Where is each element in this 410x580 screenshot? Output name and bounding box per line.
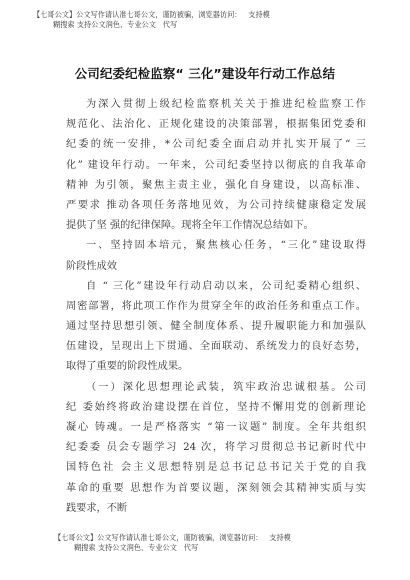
body-line: 自 “ 三化”建设年行动启动以来，公司纪委精心组织、	[86, 280, 366, 292]
body-line: 规范化、法治化、正规化建设的决策部署，根据集团党委和	[66, 119, 366, 131]
page-header-notice	[33, 10, 378, 30]
body-line: 通过坚持思想引领、健全制度体系、提升履职能力和加强队	[66, 321, 366, 333]
body-line: 化” 建设年行动。一年来，公司纪委坚持以彻底的自我革命	[66, 159, 366, 171]
footer-line-2: 糊搜索 支持公文润色、专业公文 代写	[74, 543, 199, 552]
body-line: 周密部署，将此项工作作为贯穿全年的政治任务和重点工作。	[66, 300, 366, 312]
header-line-1: 【七哥公文】公文写作请认准七哥公文，谨防被骗，浏览器访问： 支持模	[33, 10, 270, 19]
body-line: 精神 为引领，聚焦主责主业，强化自身建设，以高标准、	[66, 179, 366, 191]
body-line: 为深入贯彻上级纪检监察机关关于推进纪检监察工作	[86, 99, 366, 110]
subsection-heading-line: （一）深化思想理论武装，筑牢政治忠诚根基。公司	[86, 381, 366, 393]
body-line: 革命的重要 思想作为首要议题，深刻领会其精神实质与实	[66, 482, 366, 494]
body-line: 凝心 铸魂。一是严格落实 “第一议题” 制度。全年共组织	[66, 422, 366, 433]
section-heading-line: 一、坚持固本培元，聚焦核心任务，“三化”建设取得	[86, 240, 366, 252]
body-line: 纪委的统一安排，*公司纪委全面启动并扎实开展了“ 三	[66, 139, 366, 151]
section-heading-line: 阶段性成效	[66, 260, 117, 272]
body-line: 践要求，不断	[66, 502, 128, 514]
body-line: 国特色社 会主义思想特别是总书记总书记关于党的自我	[66, 462, 366, 474]
body-line: 提供了坚 强的纪律保障。现将全年工作情况总结如下。	[66, 220, 314, 232]
body-line: 纪 委始终将政治建设摆在首位，坚持不懈用党的创新理论	[66, 401, 366, 413]
body-line: 纪委委 员会专题学习 24 次，将学习贯彻总书记新时代中	[66, 442, 366, 454]
document-title: 公司纪委纪检监察“ 三化”建设年行动工作总结	[74, 66, 336, 81]
body-line: 取得了重要的阶段性成果。	[66, 361, 189, 373]
page-footer-notice	[54, 533, 384, 553]
footer-line-1: 【七哥公文】公文写作请认准七哥公文，谨防被骗，浏览器访问： 支持模	[54, 533, 291, 542]
body-line: 伍建设，呈现出上下贯通、全面联动、系统发力的良好态势，	[66, 341, 366, 353]
document-body	[66, 95, 366, 519]
body-line: 严要求 推动各项任务落地见效，为公司持续健康稳定发展	[66, 199, 366, 211]
header-line-2: 糊搜索 支持公文润色、专业公文 代写	[53, 20, 178, 29]
